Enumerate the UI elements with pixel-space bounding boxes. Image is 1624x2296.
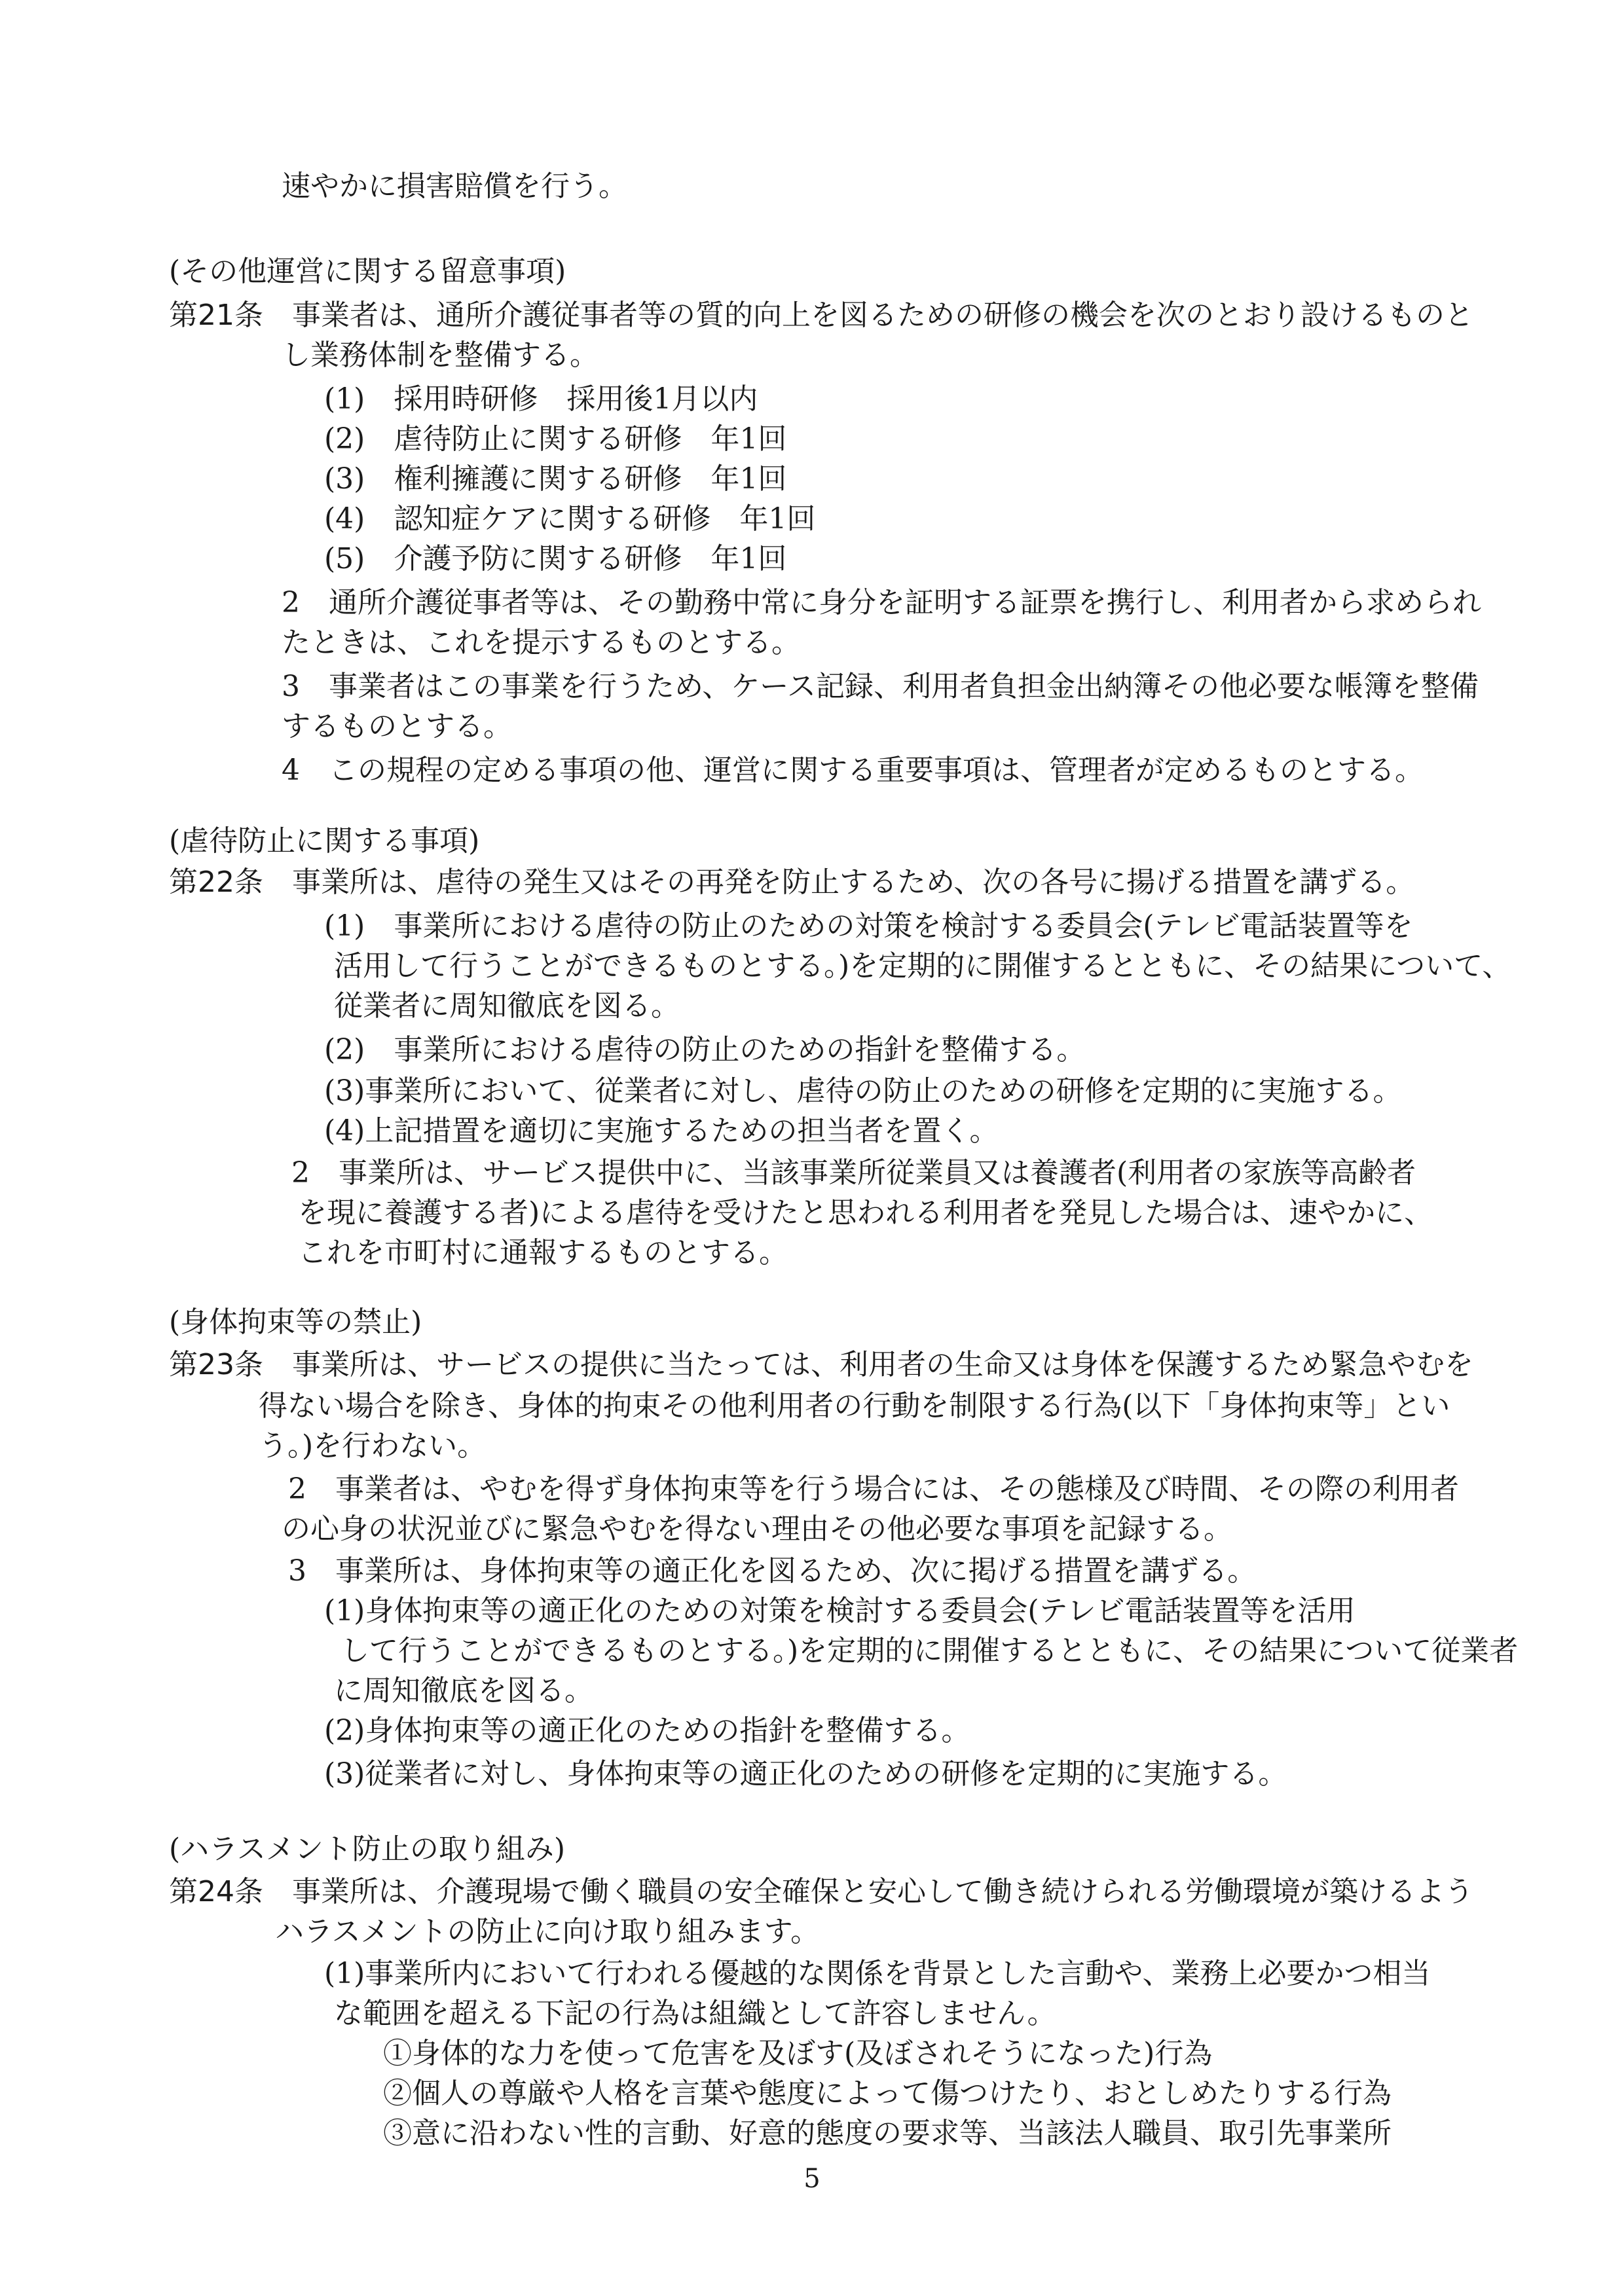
page-number: 5 [803,2164,821,2194]
text-line: 2 事業所は、サービス提供中に、当該事業所従業員又は養護者(利用者の家族等高齢者 [291,1156,1416,1190]
text-line: 2 通所介護従事者等は、その勤務中常に身分を証明する証票を携行し、利用者から求められ [282,586,1481,619]
list-item: (3)事業所において、従業者に対し、虐待の防止のための研修を定期的に実施する。 [324,1074,1402,1108]
list-item: (5) 介護予防に関する研修 年1回 [324,542,787,575]
list-item: (2) 虐待防止に関する研修 年1回 [324,422,787,456]
list-item: (1)身体拘束等の適正化のための対策を検討する委員会(テレビ電話装置等を活用 [324,1594,1356,1628]
section-heading: (ハラスメント防止の取り組み) [169,1832,566,1866]
list-item: (2) 事業所における虐待の防止のための指針を整備する。 [324,1033,1086,1066]
text-line: な範囲を超える下記の行為は組織として許容しません。 [334,1997,1056,2030]
list-item: (1) 事業所における虐待の防止のための対策を検討する委員会(テレビ電話装置等を [324,909,1413,943]
article-21: 第21条 事業者は、通所介護従事者等の質的向上を図るための研修の機会を次のとおり設けるものと [169,299,1473,332]
text-line: 得ない場合を除き、身体的拘束その他利用者の行動を制限する行為(以下「身体拘束等」とい [259,1389,1450,1423]
article-23: 第23条 事業所は、サービスの提供に当たっては、利用者の生命又は身体を保護するため緊急やむを [169,1348,1473,1381]
text-line: 2 事業者は、やむを得ず身体拘束等を行う場合には、その態様及び時間、その際の利用者 [288,1472,1459,1506]
list-item: (1) 採用時研修 採用後1月以内 [324,382,758,416]
text-line: を現に養護する者)による虐待を受けたと思われる利用者を発見した場合は、速やかに、 [298,1196,1433,1230]
text-line: 活用して行うことができるものとする。)を定期的に開催するとともに、その結果について、 [334,949,1511,983]
text-line: 従業者に周知徹底を図る。 [334,989,680,1023]
article-22: 第22条 事業所は、虐待の発生又はその再発を防止するため、次の各号に揚げる措置を講ずる。 [169,866,1415,899]
text-line: するものとする。 [282,710,512,743]
list-item: ②個人の尊厳や人格を言葉や態度によって傷つけたり、おとしめたりする行為 [383,2077,1392,2110]
list-item: (4)上記措置を適切に実施するための担当者を置く。 [324,1114,999,1148]
section-heading: (身体拘束等の禁止) [169,1305,422,1339]
text-line: し業務体制を整備する。 [282,338,599,372]
text-line: 4 この規程の定める事項の他、運営に関する重要事項は、管理者が定めるものとする。 [282,754,1424,787]
article-24: 第24条 事業所は、介護現場で働く職員の安全確保と安心して働き続けられる労働環境が築けるよう [169,1875,1473,1908]
text-line: の心身の状況並びに緊急やむを得ない理由その他必要な事項を記録する。 [282,1512,1232,1546]
text-line: 速やかに損害賠償を行う。 [282,170,627,203]
list-item: (3) 権利擁護に関する研修 年1回 [324,462,787,496]
text-line: 3 事業所は、身体拘束等の適正化を図るため、次に掲げる措置を講ずる。 [288,1554,1257,1588]
list-item: (1)事業所内において行われる優越的な関係を背景とした言動や、業務上必要かつ相当 [324,1957,1431,1990]
text-line: たときは、これを提示するものとする。 [282,626,800,659]
list-item: (3)従業者に対し、身体拘束等の適正化のための研修を定期的に実施する。 [324,1757,1287,1791]
section-heading: (虐待防止に関する事項) [169,824,480,858]
section-heading: (その他運営に関する留意事項) [169,255,566,288]
text-line: これを市町村に通報するものとする。 [298,1236,788,1269]
list-item: (2)身体拘束等の適正化のための指針を整備する。 [324,1714,970,1747]
text-line: して行うことができるものとする。)を定期的に開催するとともに、その結果について従業者 [341,1634,1519,1667]
list-item: ①身体的な力を使って危害を及ぼす(及ぼされそうになった)行為 [383,2037,1213,2070]
list-item: ③意に沿わない性的言動、好意的態度の要求等、当該法人職員、取引先事業所 [383,2117,1392,2150]
text-line: ハラスメントの防止に向け取り組みます。 [275,1915,820,1948]
text-line: 3 事業者はこの事業を行うため、ケース記録、利用者負担金出納簿その他必要な帳簿を整備 [282,670,1479,703]
text-line: に周知徹底を図る。 [334,1674,593,1707]
text-line: う。)を行わない。 [259,1429,487,1463]
list-item: (4) 認知症ケアに関する研修 年1回 [324,502,816,536]
